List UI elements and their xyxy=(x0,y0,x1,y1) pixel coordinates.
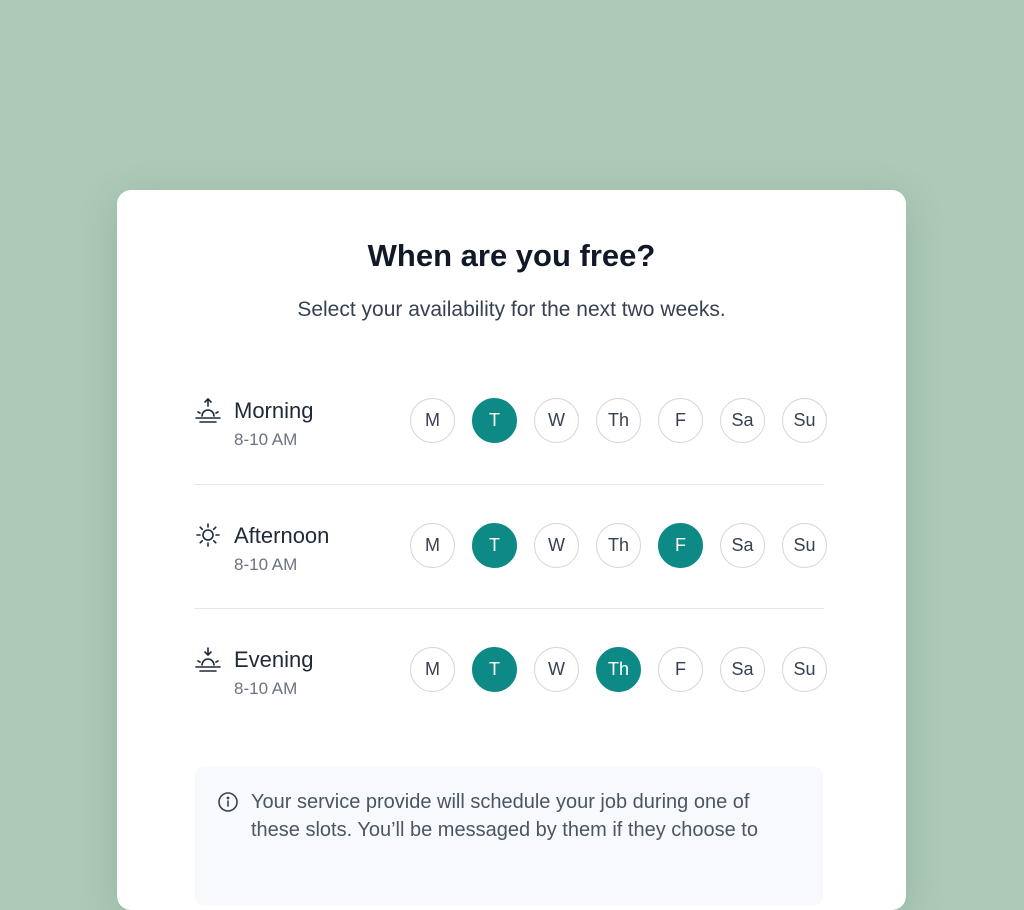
sun-icon xyxy=(194,521,222,549)
day-toggle-m[interactable]: M xyxy=(410,398,455,443)
page-title: When are you free? xyxy=(367,238,656,273)
day-toggle-th[interactable]: Th xyxy=(596,398,641,443)
day-selector xyxy=(410,647,827,692)
day-toggle-sa[interactable]: Sa xyxy=(720,523,765,568)
slot-name: Afternoon xyxy=(234,523,330,548)
slot-row-morning xyxy=(194,360,824,484)
info-text: Your service provide will schedule your job during one of these slots. You’ll be messaged by them if they choose to xyxy=(251,791,758,841)
day-toggle-th[interactable]: Th xyxy=(596,523,641,568)
day-toggle-w[interactable]: W xyxy=(534,523,579,568)
availability-card xyxy=(117,190,906,910)
day-toggle-su[interactable]: Su xyxy=(782,647,827,692)
day-toggle-w[interactable]: W xyxy=(534,398,579,443)
info-icon xyxy=(217,791,239,813)
sunset-icon xyxy=(194,645,222,673)
day-selector xyxy=(410,523,827,568)
day-toggle-th[interactable]: Th xyxy=(596,647,641,692)
day-toggle-w[interactable]: W xyxy=(534,647,579,692)
slot-row-afternoon xyxy=(194,484,824,608)
slot-name: Evening xyxy=(234,647,314,672)
slot-name: Morning xyxy=(234,398,314,423)
day-toggle-t[interactable]: T xyxy=(472,523,517,568)
day-toggle-su[interactable]: Su xyxy=(782,523,827,568)
day-toggle-m[interactable]: M xyxy=(410,647,455,692)
page-subtitle: Select your availability for the next two weeks. xyxy=(297,298,726,321)
slot-time: 8-10 AM xyxy=(234,555,298,574)
sunrise-icon xyxy=(194,396,222,424)
slot-row-evening xyxy=(194,608,824,732)
day-toggle-f[interactable]: F xyxy=(658,523,703,568)
day-toggle-su[interactable]: Su xyxy=(782,398,827,443)
day-toggle-f[interactable]: F xyxy=(658,398,703,443)
day-toggle-sa[interactable]: Sa xyxy=(720,398,765,443)
slot-time: 8-10 AM xyxy=(234,679,298,698)
info-callout xyxy=(195,766,823,906)
day-toggle-sa[interactable]: Sa xyxy=(720,647,765,692)
day-toggle-m[interactable]: M xyxy=(410,523,455,568)
day-toggle-t[interactable]: T xyxy=(472,398,517,443)
day-selector xyxy=(410,398,827,443)
slot-time: 8-10 AM xyxy=(234,430,298,449)
day-toggle-f[interactable]: F xyxy=(658,647,703,692)
day-toggle-t[interactable]: T xyxy=(472,647,517,692)
